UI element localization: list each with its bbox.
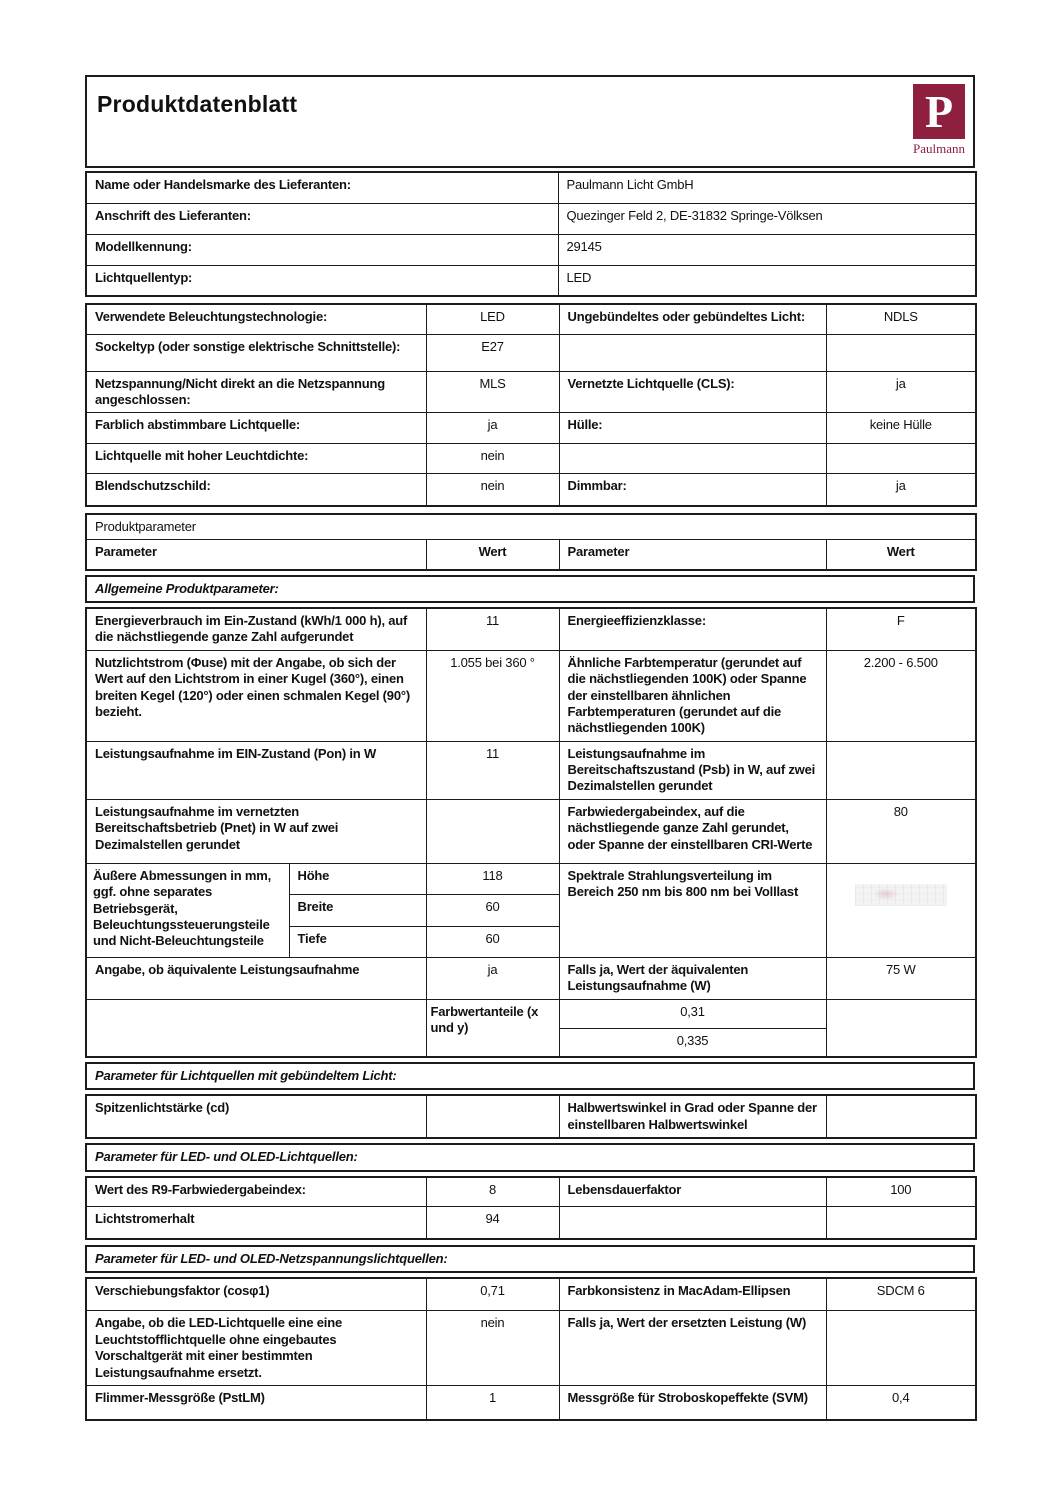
- led-parameters-table: [85, 1176, 977, 1240]
- param-value: Paulmann Licht GmbH: [558, 172, 976, 203]
- table-row: [86, 265, 976, 296]
- param-value: nein: [426, 444, 559, 474]
- param-value: ja: [426, 413, 559, 444]
- param-value: 94: [426, 1207, 559, 1239]
- param-label: Messgröße für Stroboskopeffekte (SVM): [559, 1385, 826, 1420]
- table-row: [86, 413, 976, 444]
- param-value: NDLS: [826, 304, 976, 334]
- column-header: Parameter: [86, 540, 426, 570]
- table-row: [86, 444, 976, 474]
- table-row: [86, 234, 976, 265]
- table-row: [86, 608, 976, 650]
- empty-cell: [86, 999, 426, 1057]
- param-value: [826, 444, 976, 474]
- section-title: Parameter für Lichtquellen mit gebündeltem Licht:: [86, 1063, 974, 1089]
- param-value: ja: [826, 371, 976, 413]
- param-value: SDCM 6: [826, 1278, 976, 1311]
- param-value: [826, 1207, 976, 1239]
- param-value: 60: [426, 926, 559, 957]
- param-label: Spektrale Strahlungsverteilung im Bereich 250 nm bis 800 nm bei Volllast: [559, 863, 826, 957]
- param-label: [559, 334, 826, 371]
- param-label: Energieeffizienzklasse:: [559, 608, 826, 650]
- param-value: [826, 1095, 976, 1138]
- param-label: Breite: [289, 894, 426, 926]
- param-label: Ungebündeltes oder gebündeltes Licht:: [559, 304, 826, 334]
- paulmann-logo-icon: P: [913, 84, 965, 139]
- param-value: 11: [426, 741, 559, 799]
- param-label: Spitzenlichtstärke (cd): [86, 1095, 426, 1138]
- general-parameters-table: [85, 607, 977, 1058]
- param-value: 1.055 bei 360 °: [426, 650, 559, 741]
- param-value: F: [826, 608, 976, 650]
- param-value: 29145: [558, 234, 976, 265]
- table-row: [86, 371, 976, 413]
- param-value: Quezinger Feld 2, DE-31832 Springe-Völksen: [558, 203, 976, 234]
- param-label: Vernetzte Lichtquelle (CLS):: [559, 371, 826, 413]
- param-value: 60: [426, 894, 559, 926]
- param-value: LED: [558, 265, 976, 296]
- param-value: 80: [826, 799, 976, 863]
- param-label: Hülle:: [559, 413, 826, 444]
- param-label: Höhe: [289, 863, 426, 894]
- param-value: [826, 741, 976, 799]
- table-row: [86, 741, 976, 799]
- param-label: Lichtstromerhalt: [86, 1207, 426, 1239]
- produktparameter-header-table: [85, 513, 977, 571]
- beam-section-header: [85, 1062, 975, 1090]
- param-value: 2.200 - 6.500: [826, 650, 976, 741]
- section-title: Allgemeine Produktparameter:: [86, 576, 974, 602]
- param-label: Angabe, ob äquivalente Leistungsaufnahme: [86, 957, 426, 999]
- param-label: Farblich abstimmbare Lichtquelle:: [86, 413, 426, 444]
- mains-parameters-table: [85, 1277, 977, 1422]
- general-section-header: [85, 575, 975, 603]
- led-section-header: [85, 1143, 975, 1171]
- table-row: [86, 514, 976, 540]
- spectral-distribution-thumbnail: [855, 884, 947, 906]
- param-label: Falls ja, Wert der ersetzten Leistung (W): [559, 1311, 826, 1386]
- paulmann-logo-text: Paulmann: [913, 141, 965, 156]
- table-row: [86, 474, 976, 506]
- param-label: Modellkennung:: [86, 234, 558, 265]
- supplier-table: [85, 171, 977, 297]
- param-label: Sockeltyp (oder sonstige elektrische Schnittstelle):: [86, 334, 426, 371]
- param-label: Leistungsaufnahme im Bereitschaftszustand (Psb) in W, auf zwei Dezimalstellen gerundet: [559, 741, 826, 799]
- param-value: 100: [826, 1177, 976, 1207]
- param-value: 118: [426, 863, 559, 894]
- column-header: Parameter: [559, 540, 826, 570]
- param-value: [426, 1095, 559, 1138]
- param-value: keine Hülle: [826, 413, 976, 444]
- param-label: Farbwertanteile (x und y): [426, 999, 559, 1057]
- table-row: [86, 172, 976, 203]
- title-box: [85, 75, 975, 168]
- table-row: [86, 1246, 974, 1272]
- page-title: Produktdatenblatt: [97, 91, 298, 117]
- column-header: Wert: [426, 540, 559, 570]
- table-row: [86, 863, 976, 894]
- param-value: 0,71: [426, 1278, 559, 1311]
- mains-section-header: [85, 1245, 975, 1273]
- paulmann-logo: [913, 84, 965, 157]
- table-row: [86, 1095, 976, 1138]
- table-row: [86, 1063, 974, 1089]
- param-label: Ähnliche Farbtemperatur (gerundet auf die nächstliegenden 100K) oder Spanne der einstellbaren ähnlichen Farbtemperaturen (gerundet auf die nächstliegenden 100K): [559, 650, 826, 741]
- param-value: nein: [426, 474, 559, 506]
- param-value: [426, 799, 559, 863]
- param-value: LED: [426, 304, 559, 334]
- table-row: [86, 304, 976, 334]
- param-value: [826, 334, 976, 371]
- param-label: Tiefe: [289, 926, 426, 957]
- empty-cell: [826, 999, 976, 1057]
- param-value: 0,31: [559, 999, 826, 1028]
- param-label: Leistungsaufnahme im vernetzten Bereitschaftsbetrieb (Pnet) in W auf zwei Dezimalstellen gerundet: [86, 799, 426, 863]
- param-value: 75 W: [826, 957, 976, 999]
- param-label: Leistungsaufnahme im EIN-Zustand (Pon) in W: [86, 741, 426, 799]
- param-label: Blendschutzschild:: [86, 474, 426, 506]
- param-label: Lebensdauerfaktor: [559, 1177, 826, 1207]
- param-label: [559, 444, 826, 474]
- spectral-cell: [826, 863, 976, 957]
- param-label: Äußere Abmessungen in mm, ggf. ohne separates Betriebsgerät, Beleuchtungssteuerungsteile und Nicht-Beleuchtungsteile: [86, 863, 289, 957]
- param-label: Halbwertswinkel in Grad oder Spanne der einstellbaren Halbwertswinkel: [559, 1095, 826, 1138]
- param-value: MLS: [426, 371, 559, 413]
- table-row: [86, 999, 976, 1028]
- section-title: Produktparameter: [86, 514, 976, 540]
- table-row: [86, 957, 976, 999]
- column-header: Wert: [826, 540, 976, 570]
- param-label: Falls ja, Wert der äquivalenten Leistungsaufnahme (W): [559, 957, 826, 999]
- table-row: [86, 1385, 976, 1420]
- param-value: 0,335: [559, 1028, 826, 1057]
- table-row: [86, 334, 976, 371]
- param-label: [559, 1207, 826, 1239]
- table-row: [86, 1144, 974, 1170]
- param-value: ja: [426, 957, 559, 999]
- table-row: [86, 540, 976, 570]
- param-label: Netzspannung/Nicht direkt an die Netzspannung angeschlossen:: [86, 371, 426, 413]
- table-row: [86, 799, 976, 863]
- param-label: Anschrift des Lieferanten:: [86, 203, 558, 234]
- table-row: [86, 1177, 976, 1207]
- param-label: Angabe, ob die LED-Lichtquelle eine eine Leuchtstofflichtquelle ohne eingebautes Vorschaltgerät mit einer bestimmten Leistungsaufnahme ersetzt.: [86, 1311, 426, 1386]
- param-label: Wert des R9-Farbwiedergabeindex:: [86, 1177, 426, 1207]
- table-row: [86, 203, 976, 234]
- param-label: Flimmer-Messgröße (PstLM): [86, 1385, 426, 1420]
- param-label: Name oder Handelsmarke des Lieferanten:: [86, 172, 558, 203]
- param-label: Nutzlichtstrom (Φuse) mit der Angabe, ob sich der Wert auf den Lichtstrom in einer Kugel (360°), einen breiten Kegel (120°) oder einen schmalen Kegel (90°) bezieht.: [86, 650, 426, 741]
- param-label: Verwendete Beleuchtungstechnologie:: [86, 304, 426, 334]
- param-value: [826, 1311, 976, 1386]
- table-row: [86, 1278, 976, 1311]
- section-title: Parameter für LED- und OLED-Netzspannungslichtquellen:: [86, 1246, 974, 1272]
- param-label: Farbkonsistenz in MacAdam-Ellipsen: [559, 1278, 826, 1311]
- param-label: Energieverbrauch im Ein-Zustand (kWh/1 000 h), auf die nächstliegende ganze Zahl aufgerundet: [86, 608, 426, 650]
- table-row: [86, 576, 974, 602]
- param-value: 1: [426, 1385, 559, 1420]
- table-row: [86, 1207, 976, 1239]
- param-value: nein: [426, 1311, 559, 1386]
- table-row: [86, 650, 976, 741]
- param-value: ja: [826, 474, 976, 506]
- param-value: 8: [426, 1177, 559, 1207]
- param-value: 0,4: [826, 1385, 976, 1420]
- param-label: Lichtquelle mit hoher Leuchtdichte:: [86, 444, 426, 474]
- table-row: [86, 1311, 976, 1386]
- param-value: 11: [426, 608, 559, 650]
- param-label: Lichtquellentyp:: [86, 265, 558, 296]
- section-title: Parameter für LED- und OLED-Lichtquellen:: [86, 1144, 974, 1170]
- param-label: Dimmbar:: [559, 474, 826, 506]
- beam-parameters-table: [85, 1094, 977, 1139]
- param-label: Verschiebungsfaktor (cosφ1): [86, 1278, 426, 1311]
- technology-table: [85, 303, 977, 507]
- param-label: Farbwiedergabeindex, auf die nächstliegende ganze Zahl gerundet, oder Spanne der einstellbaren CRI-Werte: [559, 799, 826, 863]
- datasheet-content: [85, 75, 975, 1421]
- param-value: E27: [426, 334, 559, 371]
